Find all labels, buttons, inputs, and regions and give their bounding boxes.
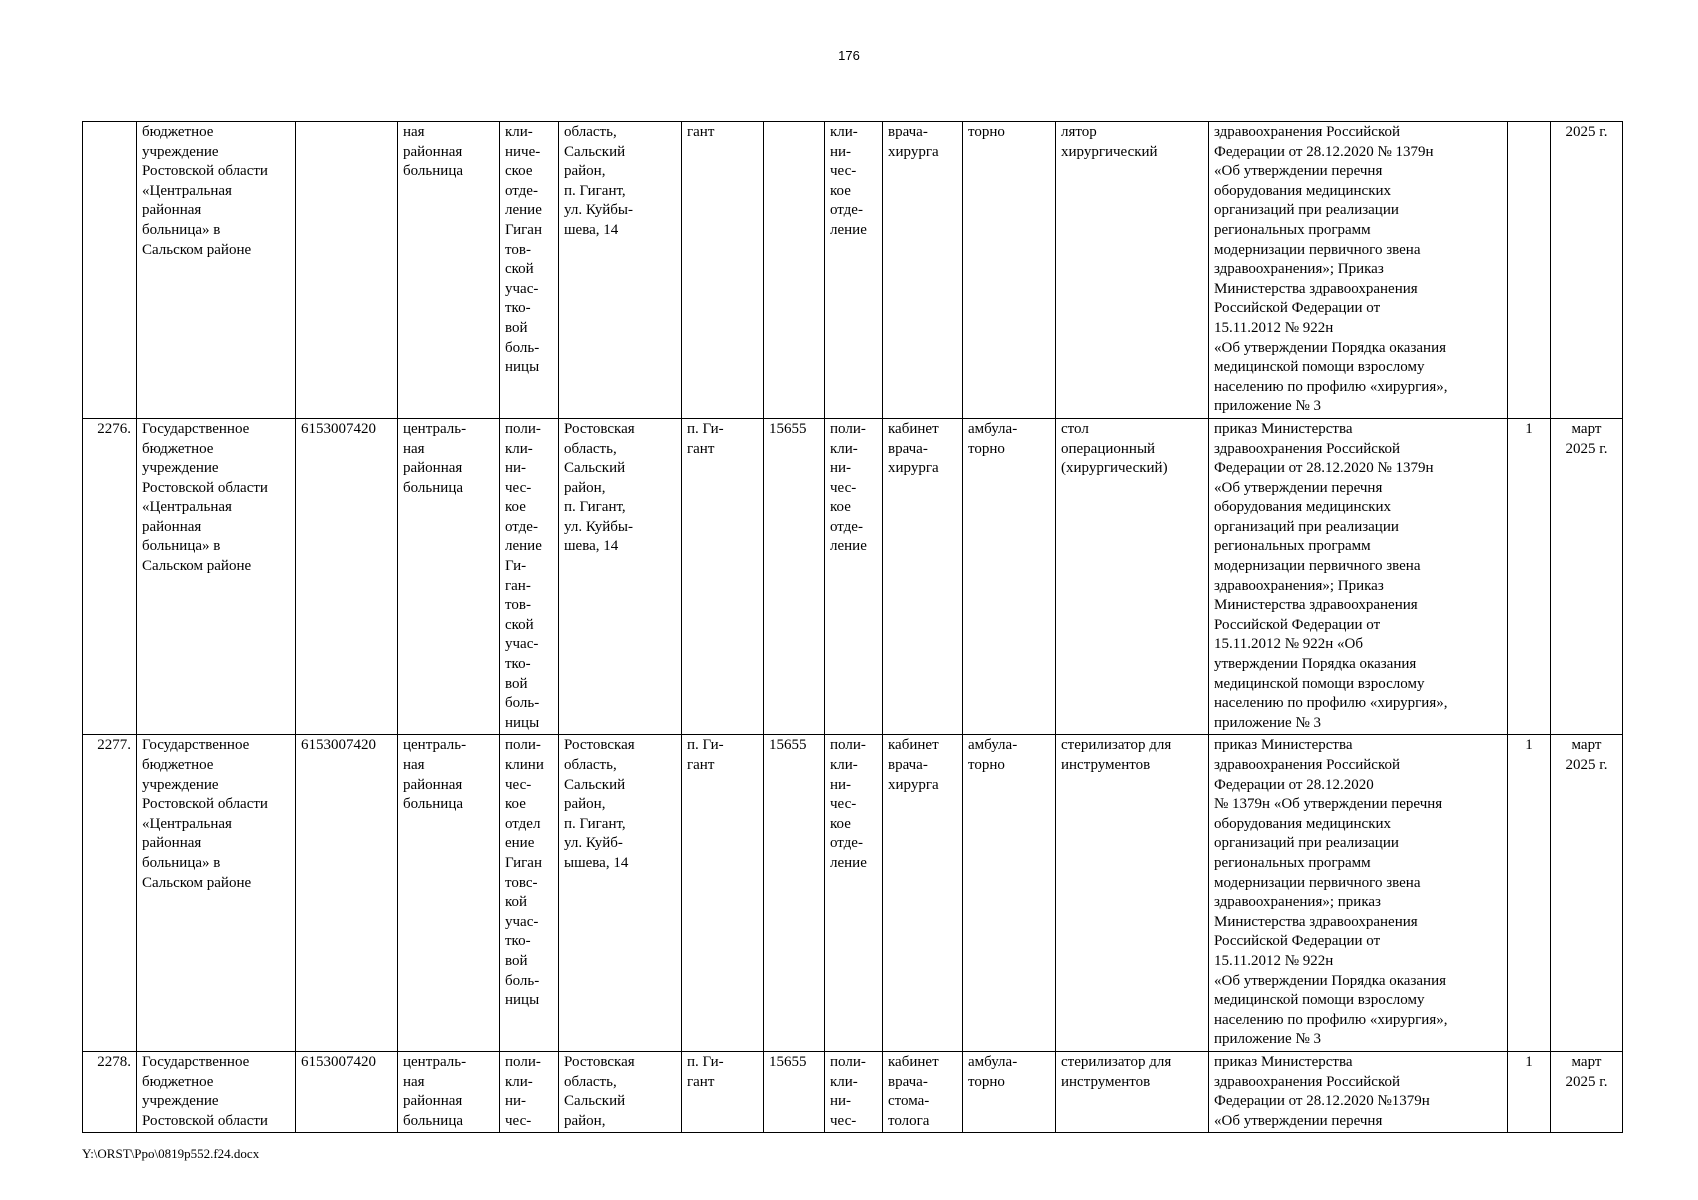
table-row (83, 122, 1623, 419)
cell-basis: приказ Министерства здравоохранения Российской Федерации от 28.12.2020 № 1379н «Об утверждении перечня оборудования медицинских организаций при реализации региональных программ модернизации первичного звена здравоохранения»; Приказ Министерства здравоохранения Российской Федерации от 15.11.2012 № 922н «Об утверждении Порядка оказания медицинской помощи взрослому населению по профилю «хирургия», приложение № 3 (1209, 418, 1508, 735)
cell-organization: бюджетное учреждение Ростовской области «Центральная районная больница» в Сальском районе (137, 122, 296, 419)
footer-file-path: Y:\ORST\Ppo\0819p552.f24.docx (82, 1146, 260, 1161)
cell-equipment: стерилизатор для инструментов (1056, 1051, 1209, 1132)
cell-mode: амбула- торно (963, 418, 1056, 735)
cell-subdivision: поли- кли- ни- чес- (500, 1051, 559, 1132)
table-row (83, 1051, 1623, 1132)
cell-organization: Государственное бюджетное учреждение Ростовской области «Центральная районная больница» в Сальском районе (137, 735, 296, 1052)
cell-quantity: 1 (1508, 418, 1551, 735)
cell-equipment: лятор хирургический (1056, 122, 1209, 419)
cell-number: 2276. (83, 418, 137, 735)
cell-org-type: централь- ная районная больница (398, 1051, 500, 1132)
cell-room: врача- хирурга (883, 122, 963, 419)
cell-number: 2277. (83, 735, 137, 1052)
cell-inn: 6153007420 (296, 418, 398, 735)
cell-organization: Государственное бюджетное учреждение Ростовской области (137, 1051, 296, 1132)
cell-organization: Государственное бюджетное учреждение Ростовской области «Центральная районная больница» в Сальском районе (137, 418, 296, 735)
cell-settlement: п. Ги- гант (682, 1051, 764, 1132)
cell-address: Ростовская область, Сальский район, п. Гигант, ул. Куйбы- шева, 14 (559, 418, 682, 735)
cell-code: 15655 (764, 418, 825, 735)
cell-date: март 2025 г. (1551, 1051, 1623, 1132)
cell-code: 15655 (764, 1051, 825, 1132)
cell-code (764, 122, 825, 419)
page-number: 176 (838, 48, 860, 63)
cell-basis: приказ Министерства здравоохранения Российской Федерации от 28.12.2020 № 1379н «Об утверждении перечня оборудования медицинских организаций при реализации региональных программ модернизации первичного звена здравоохранения»; приказ Министерства здравоохранения Российской Федерации от 15.11.2012 № 922н «Об утверждении Порядка оказания медицинской помощи взрослому населению по профилю «хирургия», приложение № 3 (1209, 735, 1508, 1052)
cell-date: 2025 г. (1551, 122, 1623, 419)
cell-settlement: гант (682, 122, 764, 419)
cell-subdivision: поли- клини чес- кое отдел ение Гиган товс- кой учас- тко- вой боль- ницы (500, 735, 559, 1052)
cell-unit: поли- кли- ни- чес- кое отде- ление (825, 418, 883, 735)
cell-mode: амбула- торно (963, 1051, 1056, 1132)
cell-unit: поли- кли- ни- чес- кое отде- ление (825, 735, 883, 1052)
cell-equipment: стол операционный (хирургический) (1056, 418, 1209, 735)
cell-subdivision: поли- кли- ни- чес- кое отде- ление Ги- ган- тов- ской учас- тко- вой боль- ницы (500, 418, 559, 735)
cell-room: кабинет врача- хирурга (883, 418, 963, 735)
cell-equipment: стерилизатор для инструментов (1056, 735, 1209, 1052)
cell-org-type: централь- ная районная больница (398, 735, 500, 1052)
cell-mode: торно (963, 122, 1056, 419)
cell-basis: здравоохранения Российской Федерации от 28.12.2020 № 1379н «Об утверждении перечня оборудования медицинских организаций при реализации региональных программ модернизации первичного звена здравоохранения»; Приказ Министерства здравоохранения Российской Федерации от 15.11.2012 № 922н «Об утверждении Порядка оказания медицинской помощи взрослому населению по профилю «хирургия», приложение № 3 (1209, 122, 1508, 419)
equipment-table (82, 121, 1623, 1133)
cell-settlement: п. Ги- гант (682, 418, 764, 735)
cell-quantity: 1 (1508, 735, 1551, 1052)
cell-quantity (1508, 122, 1551, 419)
cell-org-type: централь- ная районная больница (398, 418, 500, 735)
cell-org-type: ная районная больница (398, 122, 500, 419)
cell-subdivision: кли- ниче- ское отде- ление Гиган тов- ской учас- тко- вой боль- ницы (500, 122, 559, 419)
cell-code: 15655 (764, 735, 825, 1052)
table-row (83, 735, 1623, 1052)
cell-date: март 2025 г. (1551, 735, 1623, 1052)
cell-number: 2278. (83, 1051, 137, 1132)
cell-date: март 2025 г. (1551, 418, 1623, 735)
cell-unit: поли- кли- ни- чес- (825, 1051, 883, 1132)
cell-inn (296, 122, 398, 419)
cell-address: Ростовская область, Сальский район, п. Гигант, ул. Куйб- ышева, 14 (559, 735, 682, 1052)
cell-inn: 6153007420 (296, 1051, 398, 1132)
cell-settlement: п. Ги- гант (682, 735, 764, 1052)
table-row (83, 418, 1623, 735)
cell-room: кабинет врача- хирурга (883, 735, 963, 1052)
cell-room: кабинет врача- стома- толога (883, 1051, 963, 1132)
cell-mode: амбула- торно (963, 735, 1056, 1052)
cell-number (83, 122, 137, 419)
cell-quantity: 1 (1508, 1051, 1551, 1132)
cell-unit: кли- ни- чес- кое отде- ление (825, 122, 883, 419)
cell-address: Ростовская область, Сальский район, (559, 1051, 682, 1132)
cell-basis: приказ Министерства здравоохранения Российской Федерации от 28.12.2020 №1379н «Об утверждении перечня (1209, 1051, 1508, 1132)
cell-inn: 6153007420 (296, 735, 398, 1052)
cell-address: область, Сальский район, п. Гигант, ул. Куйбы- шева, 14 (559, 122, 682, 419)
